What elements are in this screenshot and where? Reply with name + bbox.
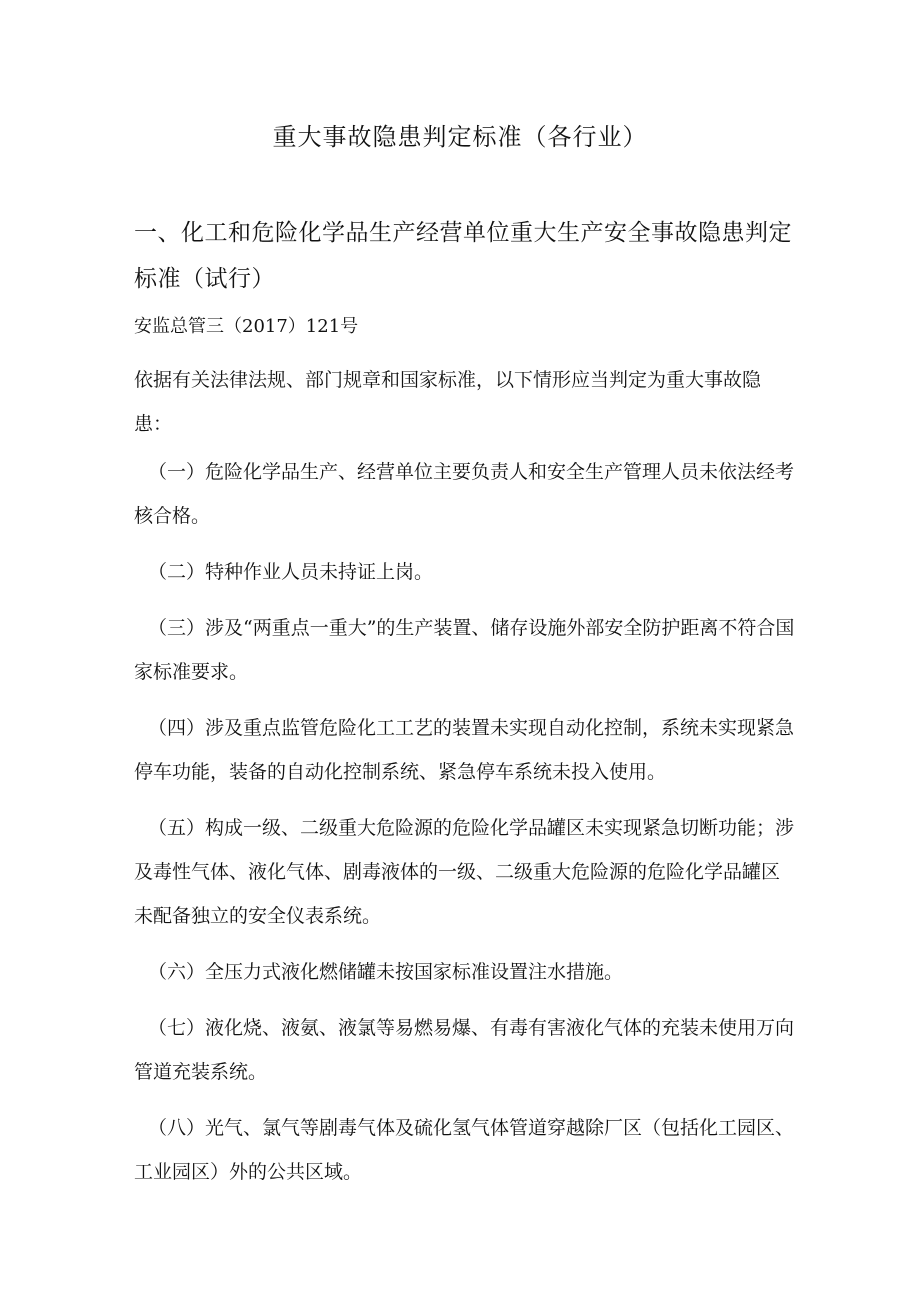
criteria-item-4: （四）涉及重点监管危险化工工艺的装置未实现自动化控制，系统未实现紧急停车功能，装备的自动化控制系统、紧急停车系统未投入使用。 [134,717,795,783]
criteria-item-6: （六）全压力式液化燃储罐未按国家标准设置注水措施。 [148,961,624,983]
criteria-item-1: （一）危险化学品生产、经营单位主要负责人和安全生产管理人员未依法经考核合格。 [134,461,795,527]
criteria-item-2: （二）特种作业人员未持证上岗。 [148,561,434,583]
document-number: 安监总管三（2017）121号 [134,316,359,337]
criteria-item-7: （七）液化烧、液氨、液氯等易燃易爆、有毒有害液化气体的充装未使用万向管道充装系统。 [134,1017,795,1083]
criteria-item-3: （三）涉及“两重点一重大”的生产装置、储存设施外部安全防护距离不符合国家标准要求。 [134,617,795,683]
hazard-criteria-list [134,450,798,1206]
intro-paragraph: 依据有关法律法规、部门规章和国家标准，以下情形应当判定为重大事故隐患： [134,369,762,435]
section-heading: 一、化工和危险化学品生产经营单位重大生产安全事故隐患判定标准（试行） [134,220,792,292]
document-title: 重大事故隐患判定标准（各行业） [272,123,648,151]
criteria-item-8: （八）光气、氯气等剧毒气体及硫化氢气体管道穿越除厂区（包括化工园区、工业园区）外的公共区域。 [134,1117,795,1183]
criteria-item-5: （五）构成一级、二级重大危险源的危险化学品罐区未实现紧急切断功能；涉及毒性气体、液化气体、剧毒液体的一级、二级重大危险源的危险化学品罐区未配备独立的安全仪表系统。 [134,817,795,927]
